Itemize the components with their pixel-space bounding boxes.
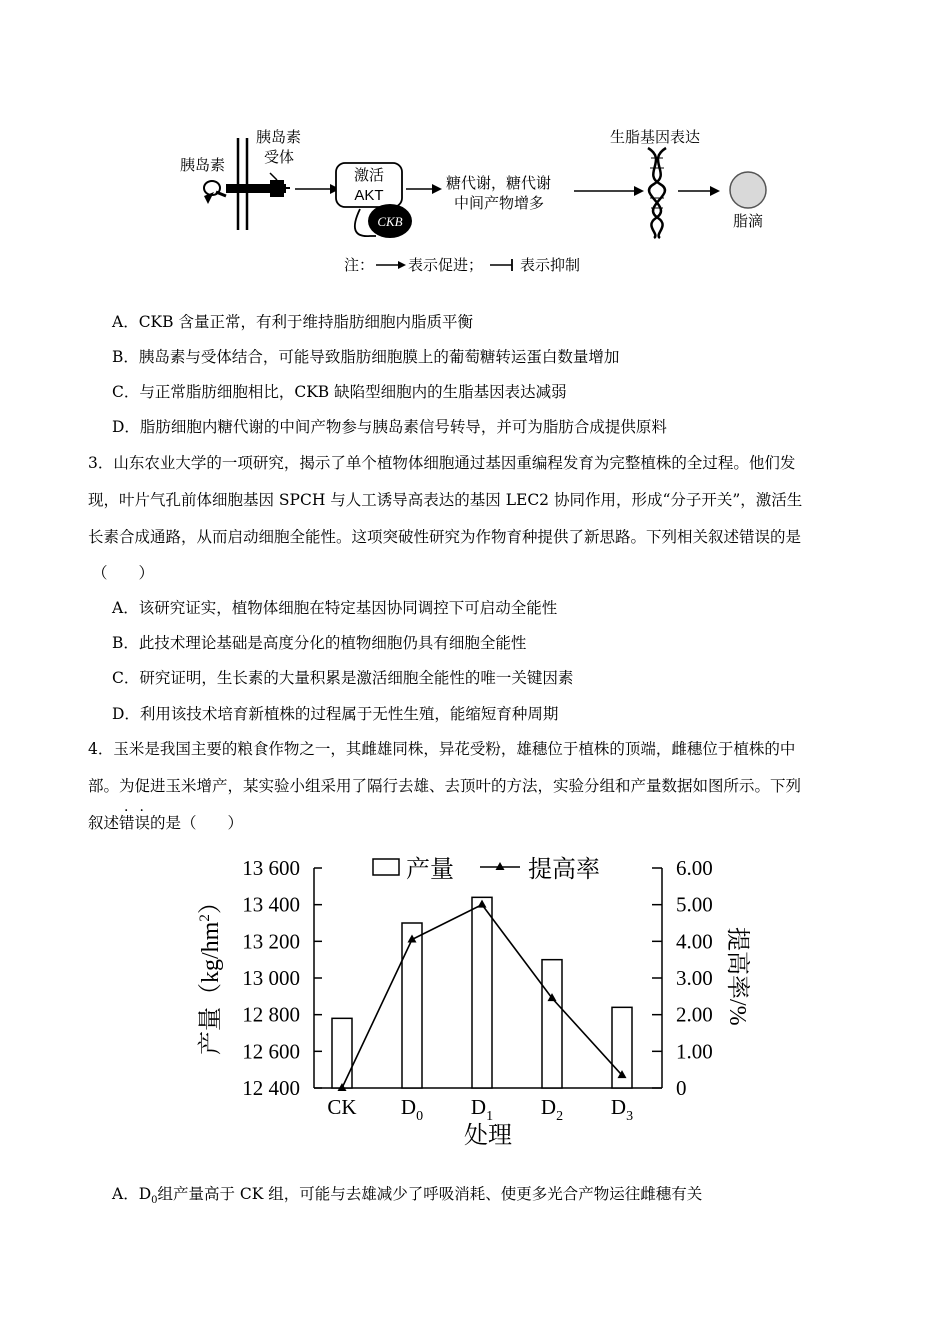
y2-tick-label: 0 — [676, 1076, 687, 1100]
q4-stem-line-2: 部。为促进玉米增产，某实验小组采用了隔行去雄、去顶叶的方法，实验分组和产量数据如图所示。下列 — [88, 777, 802, 795]
x-tick-label: $D_0$ — [400, 1095, 424, 1124]
emphasis-char: 错 — [119, 814, 135, 832]
bar — [402, 923, 422, 1088]
q4-stem-pre: 叙述 — [88, 814, 120, 832]
y2-tick-label: 6.00 — [676, 856, 713, 880]
akt-label-1: 激活 — [353, 167, 385, 184]
q4-option-a-pre: A．D — [112, 1185, 152, 1203]
y-tick-label: 13 000 — [242, 966, 300, 990]
x-tick-label-sub: 1 — [486, 1109, 494, 1124]
q2-option-c: C．与正常脂肪细胞相比，CKB 缺陷型细胞内的生脂基因表达减弱 — [112, 383, 567, 401]
insulin-label: 胰岛素 — [180, 157, 226, 174]
emphasis-char: 误 — [134, 814, 151, 832]
q3-option-a: A．该研究证实，植物体细胞在特定基因协同调控下可启动全能性 — [112, 599, 558, 617]
q3-stem-line-1: 3．山东农业大学的一项研究，揭示了单个植物体细胞通过基因重编程发育为完整植株的全过程。他们发 — [88, 454, 796, 472]
gene-expression-label: 生脂基因表达 — [610, 129, 701, 146]
legend-bar-swatch — [373, 859, 399, 875]
x-tick-label: $D_3$ — [610, 1095, 634, 1124]
q4-stem-line-1: 4．玉米是我国主要的粮食作物之一，其雌雄同株，异花受粉，雄穗位于植株的顶端，雌穗位于植株的中 — [88, 740, 796, 758]
promote-arrow-icon — [406, 184, 442, 194]
dna-helix-icon — [648, 148, 666, 238]
q3-stem-line-3: 长素合成通路，从而启动细胞全能性。这项突破性研究为作物育种提供了新思路。下列相关叙述错误的是 — [88, 528, 802, 546]
y-tick-label: 12 600 — [242, 1039, 300, 1064]
x-tick-label-sub: 3 — [626, 1109, 634, 1124]
x-tick-label: $D_1$ — [470, 1095, 494, 1124]
insulin-signaling-diagram — [170, 118, 790, 283]
y-tick-label: 13 400 — [242, 892, 300, 917]
insulin-molecule-icon — [204, 181, 226, 204]
legend-line-marker — [496, 862, 505, 870]
note-inhibit-label: 表示抑制 — [520, 257, 581, 274]
ckb-label: CKB — [377, 214, 403, 229]
receptor-label-1: 胰岛素 — [256, 129, 302, 146]
q2-option-d: D．脂肪细胞内糖代谢的中间产物参与胰岛素信号转导，并可为脂肪合成提供原料 — [112, 418, 667, 436]
q3-option-c: C．研究证明，生长素的大量积累是激活细胞全能性的唯一关键因素 — [112, 669, 574, 687]
promote-arrow-icon — [574, 186, 644, 196]
lipid-droplet-label: 脂滴 — [732, 213, 764, 230]
akt-label-2: AKT — [354, 187, 384, 204]
y-axis-title-sup: 2 — [197, 914, 213, 922]
note-label: 注： — [344, 257, 375, 274]
bar — [332, 1018, 352, 1088]
q4-stem-post: 的是（ ） — [150, 814, 244, 832]
promote-arrow-icon — [678, 186, 720, 196]
bar — [542, 960, 562, 1088]
y-axis-title-end: ） — [198, 890, 224, 915]
y-axis-title: 产量$(kg/hm^2)$ — [197, 890, 224, 1055]
sugar-metabolism-label-2: 中间产物增多 — [454, 195, 545, 212]
y-tick-label: 12 400 — [242, 1076, 300, 1100]
y2-tick-label: 1.00 — [676, 1039, 713, 1064]
q4-option-a-post: 组产量高于 CK 组，可能与去雄减少了呼吸消耗、使更多光合产物运往雌穗有关 — [157, 1185, 703, 1203]
q2-option-b: B．胰岛素与受体结合，可能导致脂肪细胞膜上的葡萄糖转运蛋白数量增加 — [112, 348, 620, 366]
q2-option-a: A．CKB 含量正常，有利于维持脂肪细胞内脂质平衡 — [112, 313, 473, 331]
q3-option-d: D．利用该技术培育新植株的过程属于无性生殖，能缩短育种周期 — [112, 705, 559, 723]
q4-option-a — [112, 1183, 702, 1212]
q3-option-b: B．此技术理论基础是高度分化的植物细胞仍具有细胞全能性 — [112, 634, 527, 652]
x-tick-label-sub: 2 — [556, 1109, 564, 1124]
legend-promote-arrow-icon — [376, 261, 406, 269]
x-tick-label-sub: 0 — [416, 1109, 424, 1124]
promote-arrow-icon — [295, 184, 340, 194]
receptor-label-2: 受体 — [264, 149, 295, 166]
x-tick-label: CK — [327, 1095, 357, 1119]
y-tick-label: 13 600 — [242, 856, 300, 880]
chart-bars — [332, 897, 632, 1088]
y-tick-label: 13 200 — [242, 929, 300, 954]
y-tick-label: 12 800 — [242, 1002, 300, 1027]
yield-chart — [190, 845, 750, 1155]
legend-label: 提高率 — [528, 857, 600, 883]
q3-stem-line-2: 现，叶片气孔前体细胞基因 SPCH 与人工诱导高表达的基因 LEC2 协同作用，形成“分子开关”，激活生 — [88, 491, 803, 509]
lipid-droplet-icon — [730, 172, 766, 208]
y2-tick-label: 4.00 — [676, 929, 713, 954]
q3-answer-bracket: （ ） — [92, 564, 155, 582]
note-promote-label: 表示促进； — [408, 257, 484, 274]
y2-tick-label: 3.00 — [676, 966, 713, 990]
sugar-metabolism-label-1: 糖代谢，糖代谢 — [446, 175, 552, 192]
q4-stem-line-3 — [88, 812, 243, 834]
q4-option-a-sub: 0 — [151, 1195, 158, 1207]
bar — [472, 897, 492, 1088]
legend-inhibit-icon — [490, 259, 512, 271]
y2-tick-label: 2.00 — [676, 1002, 713, 1027]
y2-tick-label: 5.00 — [676, 892, 713, 917]
insulin-receptor-icon — [226, 173, 290, 197]
x-axis-title: 处理 — [464, 1123, 512, 1149]
legend-label: 产量 — [406, 857, 454, 883]
x-tick-label: $D_2$ — [540, 1095, 564, 1124]
y2-axis-title: 提高率/% — [724, 927, 750, 1026]
